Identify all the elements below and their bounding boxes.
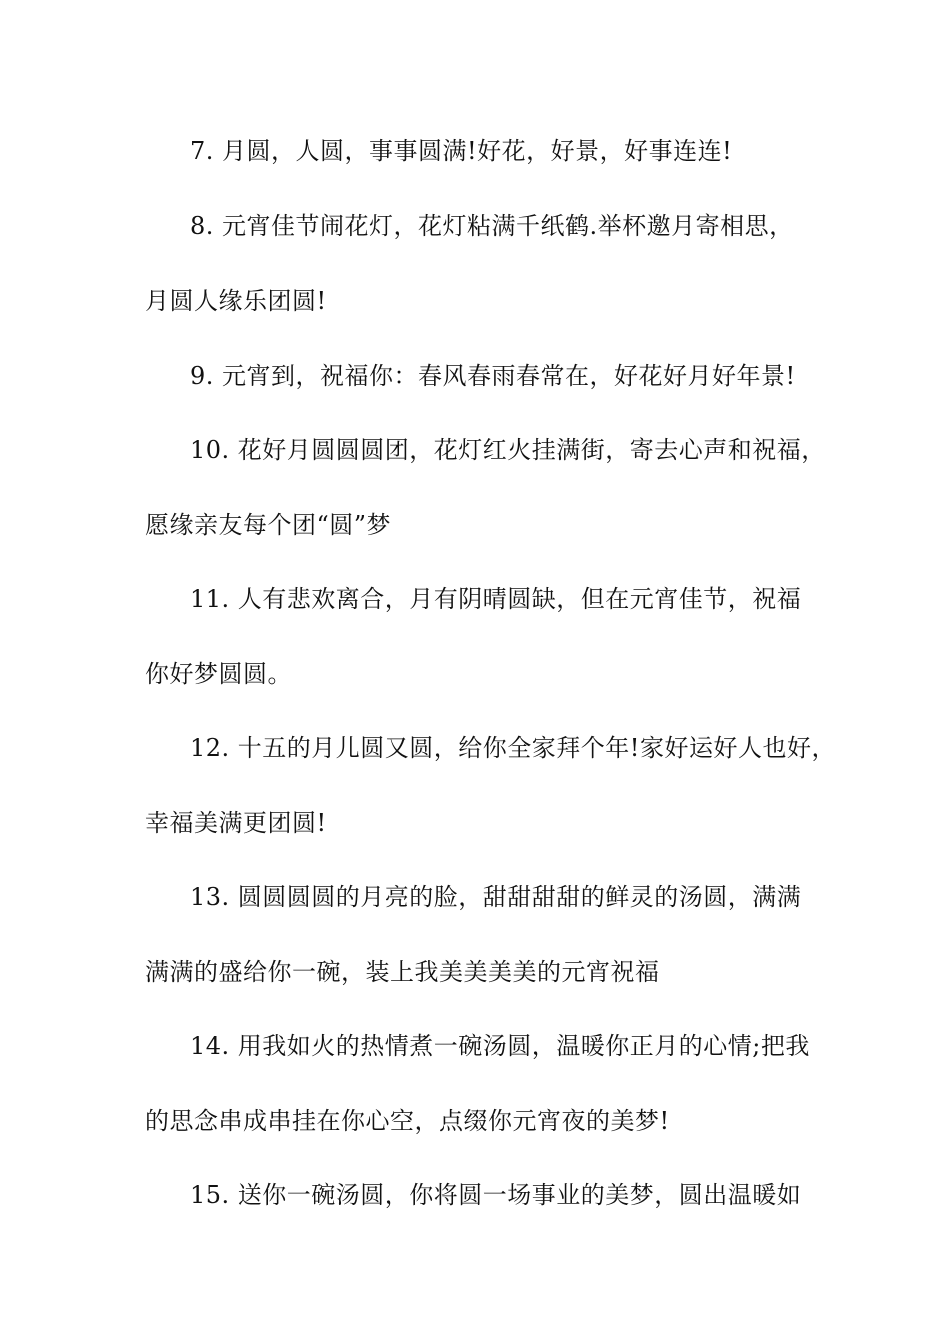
paragraph-8-line-1: 8. 元宵佳节闹花灯，花灯粘满千纸鹤.举杯邀月寄相思， xyxy=(190,212,794,240)
paragraph-12-line-1: 12. 十五的月儿圆又圆，给你全家拜个年!家好运好人也好， xyxy=(190,734,836,762)
paragraph-14-line-2: 的思念串成串挂在你心空，点缀你元宵夜的美梦! xyxy=(145,1107,670,1135)
paragraph-12-line-2: 幸福美满更团圆! xyxy=(145,809,327,837)
paragraph-14-line-1: 14. 用我如火的热情煮一碗汤圆，温暖你正月的心情;把我 xyxy=(190,1032,810,1060)
paragraph-10-line-1: 10. 花好月圆圆圆团，花灯红火挂满街，寄去心声和祝福， xyxy=(190,436,826,464)
paragraph-11-line-2: 你好梦圆圆。 xyxy=(145,660,292,688)
paragraph-8-line-2: 月圆人缘乐团圆! xyxy=(145,287,327,315)
paragraph-9-line-1: 9. 元宵到，祝福你：春风春雨春常在，好花好月好年景! xyxy=(190,362,796,390)
paragraph-10-line-2: 愿缘亲友每个团“圆”梦 xyxy=(145,511,392,539)
paragraph-15-line-1: 15. 送你一碗汤圆，你将圆一场事业的美梦，圆出温暖如 xyxy=(190,1181,802,1209)
paragraph-13-line-2: 满满的盛给你一碗，装上我美美美美的元宵祝福 xyxy=(145,958,660,986)
paragraph-11-line-1: 11. 人有悲欢离合，月有阴晴圆缺，但在元宵佳节，祝福 xyxy=(190,585,802,613)
paragraph-13-line-1: 13. 圆圆圆圆的月亮的脸，甜甜甜甜的鲜灵的汤圆，满满 xyxy=(190,883,802,911)
paragraph-7-line-1: 7. 月圆，人圆，事事圆满!好花，好景，好事连连! xyxy=(190,137,733,165)
